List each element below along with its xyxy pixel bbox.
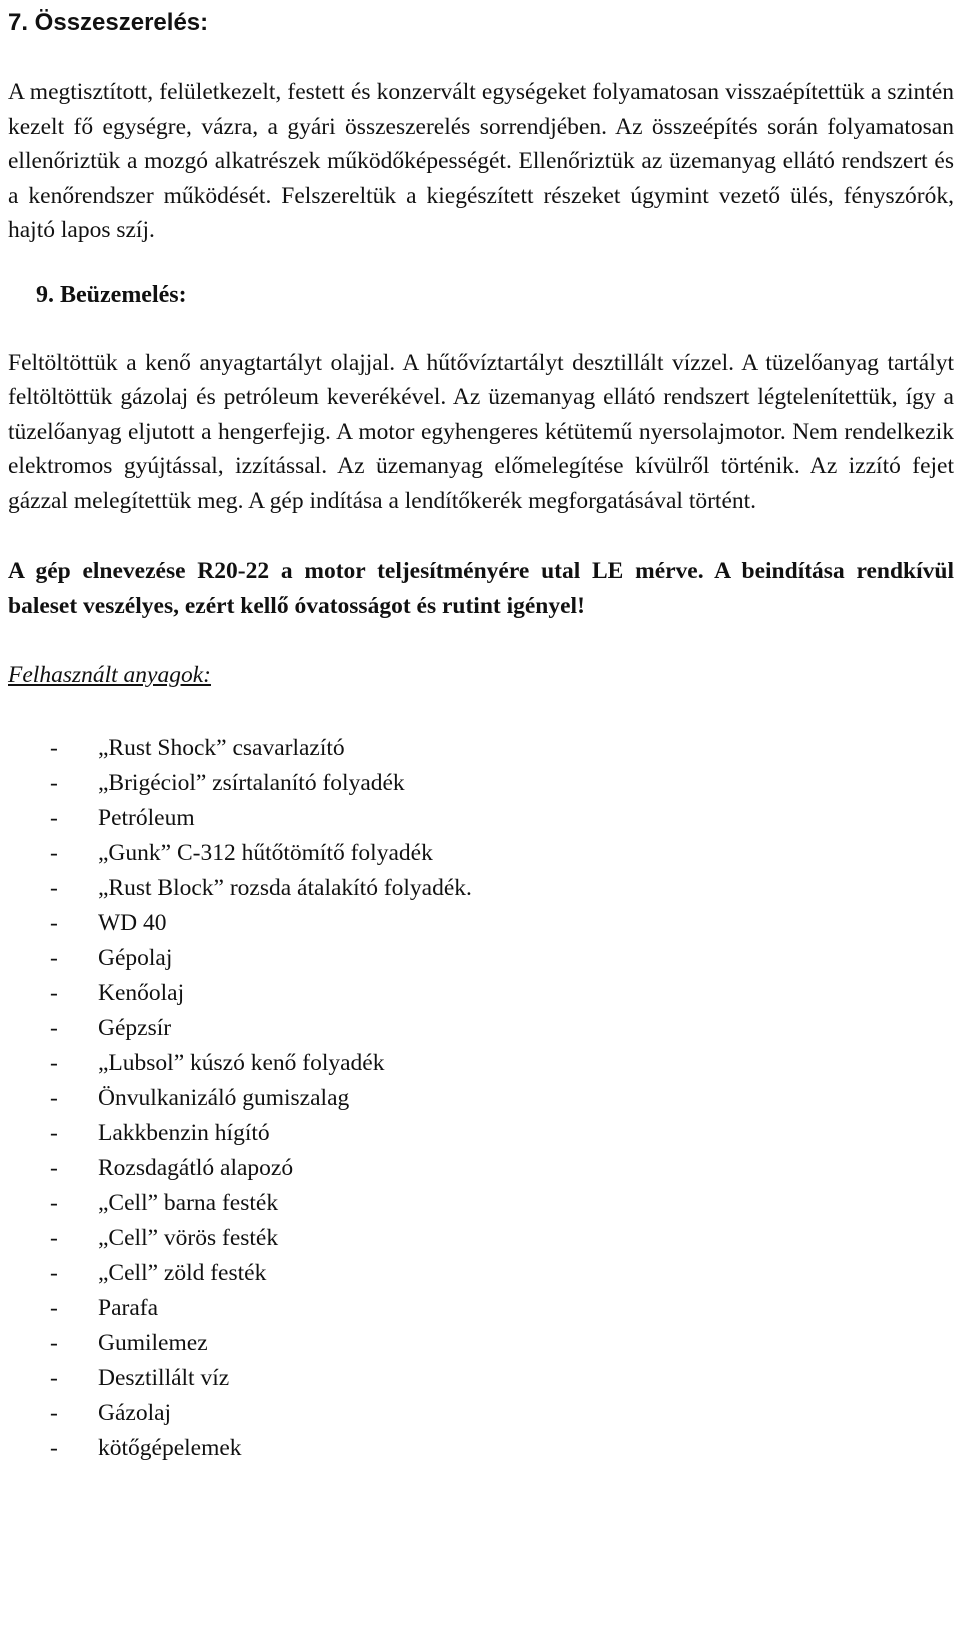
list-dash: -: [50, 1260, 58, 1286]
list-item: [50, 1151, 954, 1186]
list-item-text: Gépzsír: [98, 1015, 172, 1041]
list-dash: -: [50, 840, 58, 866]
list-dash: -: [50, 945, 58, 971]
list-item: [50, 1011, 954, 1046]
list-dash: -: [50, 1400, 58, 1426]
list-item: [50, 871, 954, 906]
list-dash: -: [50, 805, 58, 831]
warning-paragraph: A gép elnevezése R20-22 a motor teljesítményére utal LE mérve. A beindítása rendkívül baleset veszélyes, ezért kellő óvatosságot és rutint igényel!: [8, 558, 954, 619]
list-item-text: „Cell” vörös festék: [98, 1225, 279, 1251]
list-dash: -: [50, 1085, 58, 1111]
list-item: [50, 976, 954, 1011]
list-dash: -: [50, 1155, 58, 1181]
list-dash: -: [50, 1330, 58, 1356]
list-item: [50, 766, 954, 801]
list-item: [50, 731, 954, 766]
list-item-text: WD 40: [98, 910, 167, 936]
list-item: [50, 1326, 954, 1361]
list-item: [50, 1116, 954, 1151]
list-dash: -: [50, 1050, 58, 1076]
list-item-text: „Gunk” C-312 hűtőtömítő folyadék: [98, 840, 433, 866]
list-item-text: „Cell” barna festék: [98, 1190, 279, 1216]
list-dash: -: [50, 980, 58, 1006]
list-item-text: kötőgépelemek: [98, 1435, 242, 1461]
list-item-text: Gázolaj: [98, 1400, 172, 1426]
list-item: [50, 1361, 954, 1396]
list-item-text: „Brigéciol” zsírtalanító folyadék: [98, 770, 405, 796]
materials-list: [8, 731, 954, 1466]
list-item-text: Gépolaj: [98, 945, 173, 971]
list-item: [50, 1186, 954, 1221]
list-dash: -: [50, 1190, 58, 1216]
list-dash: -: [50, 735, 58, 761]
section-7-heading: 7. Összeszerelés:: [8, 9, 209, 36]
list-dash: -: [50, 1225, 58, 1251]
list-item: [50, 1081, 954, 1116]
section-9-paragraph: Feltöltöttük a kenő anyagtartályt olajjal. A hűtővíztartályt desztillált vízzel. A tüzelőanyag tartályt feltöltöttük gázolaj és petróleum keverékével. Az üzemanyag ellátó rendszert légtelenítettük, így a tüzelőanyag eljutott a hengerfejig. A motor egyhengeres kétütemű nyersolajmotor. Nem rendelkezik elektromos gyújtással, izzítással. Az üzemanyag előmelegítése kívülről történik. Az izzító fejet gázzal melegítettük meg. A gép indítása a lendítőkerék megforgatásával történt.: [8, 349, 954, 514]
list-item-text: Gumilemez: [98, 1330, 208, 1356]
list-item: [50, 1291, 954, 1326]
list-dash: -: [50, 910, 58, 936]
list-dash: -: [50, 1295, 58, 1321]
list-item: [50, 1046, 954, 1081]
list-item: [50, 1256, 954, 1291]
list-item: [50, 836, 954, 871]
list-item: [50, 1396, 954, 1431]
list-item-text: „Cell” zöld festék: [98, 1260, 267, 1286]
list-dash: -: [50, 1435, 58, 1461]
section-7-paragraph: A megtisztított, felületkezelt, festett és konzervált egységeket folyamatosan visszaépítettük a szintén kezelt fő egységre, vázra, a gyári összeszerelés sorrendjében. Az összeépítés során folyamatosan ellenőriztük a mozgó alkatrészek működőképességét. Ellenőriztük az üzemanyag ellátó rendszert és a kenőrendszer működését. Felszereltük a kiegészített részeket úgymint vezető ülés, fényszórók, hajtó lapos szíj.: [8, 79, 954, 243]
list-dash: -: [50, 875, 58, 901]
list-dash: -: [50, 1015, 58, 1041]
list-dash: -: [50, 1120, 58, 1146]
list-item-text: Lakkbenzin hígító: [98, 1120, 270, 1146]
materials-title: Felhasznált anyagok:: [8, 662, 211, 688]
list-item-text: „Rust Block” rozsda átalakító folyadék.: [98, 875, 472, 901]
list-item-text: Rozsdagátló alapozó: [98, 1155, 294, 1181]
list-item-text: Kenőolaj: [98, 980, 185, 1006]
list-item: [50, 1431, 954, 1466]
list-item-text: Petróleum: [98, 805, 195, 831]
list-item: [50, 801, 954, 836]
list-dash: -: [50, 770, 58, 796]
list-item: [50, 1221, 954, 1256]
section-9-heading: 9. Beüzemelés:: [36, 281, 187, 308]
list-item-text: Desztillált víz: [98, 1365, 230, 1391]
list-item-text: Parafa: [98, 1295, 159, 1321]
list-item-text: „Lubsol” kúszó kenő folyadék: [98, 1050, 385, 1076]
list-item-text: „Rust Shock” csavarlazító: [98, 735, 345, 761]
list-item-text: Önvulkanizáló gumiszalag: [98, 1085, 350, 1111]
list-dash: -: [50, 1365, 58, 1391]
list-item: [50, 906, 954, 941]
list-item: [50, 941, 954, 976]
document-page: [8, 0, 954, 1466]
